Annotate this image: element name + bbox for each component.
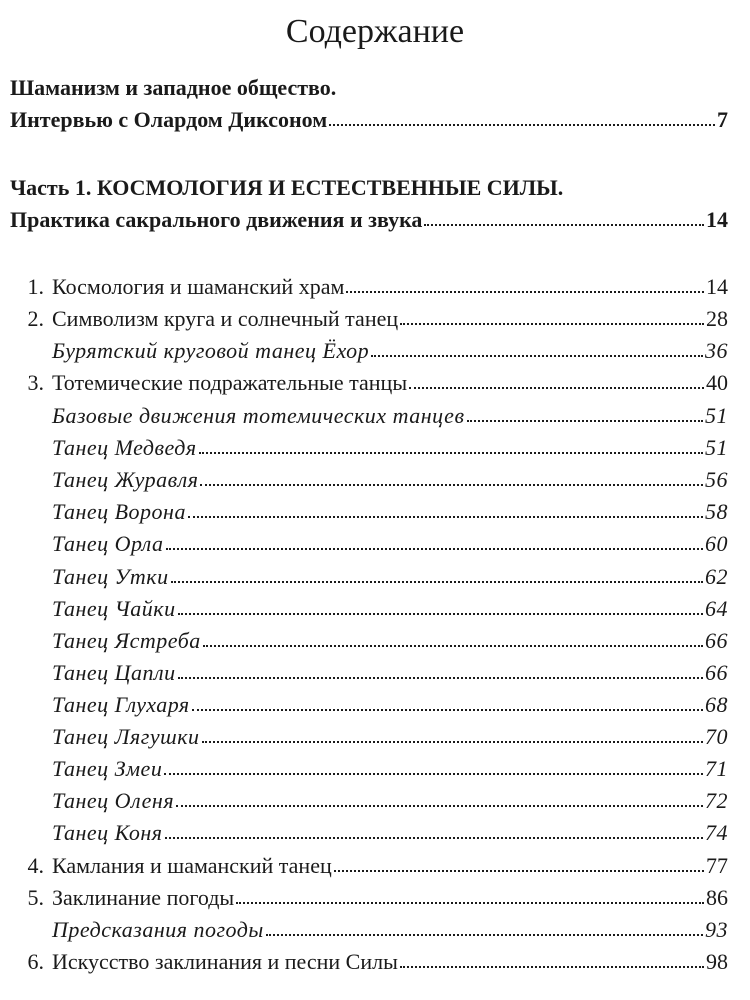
entry-title: Танец Медведя xyxy=(52,435,197,460)
toc-subentry[interactable] xyxy=(10,723,728,751)
toc-entry[interactable] xyxy=(10,369,728,397)
toc-entry[interactable] xyxy=(10,273,728,301)
page-number: 66 xyxy=(705,628,728,653)
entry-title: Космология и шаманский храм xyxy=(52,274,345,299)
chapter-number: 2. xyxy=(27,306,44,331)
toc-subentry[interactable] xyxy=(10,402,728,430)
toc-subentry[interactable] xyxy=(10,434,728,462)
page-number: 62 xyxy=(705,564,728,589)
toc-subentry[interactable] xyxy=(10,916,728,944)
toc-entry-intro[interactable] xyxy=(10,106,728,134)
page-number: 64 xyxy=(705,596,728,621)
toc-subentry[interactable] xyxy=(10,595,728,623)
page-number: 93 xyxy=(705,917,728,942)
entry-title: Танец Коня xyxy=(52,820,163,845)
page-number: 70 xyxy=(705,724,728,749)
toc-subentry[interactable] xyxy=(10,466,728,494)
entry-title: Танец Цапли xyxy=(52,660,176,685)
entry-title: Танец Утки xyxy=(52,564,169,589)
page-number: 72 xyxy=(705,788,728,813)
entry-title: Тотемические подражательные танцы xyxy=(52,370,408,395)
dot-leader xyxy=(334,869,704,872)
page-number: 7 xyxy=(717,107,728,132)
entry-title: Танец Глухаря xyxy=(52,692,190,717)
entry-title: Заклинание погоды xyxy=(52,885,235,910)
dot-leader xyxy=(202,740,704,743)
intro-line1: Шаманизм и западное общество. xyxy=(10,75,337,100)
page-number: 56 xyxy=(705,467,728,492)
page-number: 71 xyxy=(705,756,728,781)
page-title: Содержание xyxy=(285,13,465,50)
dot-leader xyxy=(329,123,715,126)
dot-leader xyxy=(266,933,703,936)
entry-title: Танец Журавля xyxy=(52,467,199,492)
toc-subentry[interactable] xyxy=(10,691,728,719)
toc-subentry[interactable] xyxy=(10,659,728,687)
dot-leader xyxy=(178,676,703,679)
page-number: 86 xyxy=(706,885,728,910)
toc-subentry[interactable] xyxy=(10,627,728,655)
toc-subentry[interactable] xyxy=(10,563,728,591)
page-number: 14 xyxy=(706,207,728,232)
page-number: 14 xyxy=(706,274,728,299)
entry-title: Танец Лягушки xyxy=(52,724,200,749)
chapter-number: 5. xyxy=(27,885,44,910)
dot-leader xyxy=(400,965,704,968)
dot-leader xyxy=(165,836,703,839)
entry-title: Танец Орла xyxy=(52,531,164,556)
entry-title: Танец Ястреба xyxy=(52,628,201,653)
dot-leader xyxy=(178,612,703,615)
toc-subentry[interactable] xyxy=(10,337,728,365)
entry-title: Танец Чайки xyxy=(52,596,176,621)
toc-entry-part1[interactable] xyxy=(10,206,728,234)
toc-entry[interactable] xyxy=(10,305,728,333)
dot-leader xyxy=(166,547,703,550)
page-number: 51 xyxy=(705,403,728,428)
page-number: 51 xyxy=(705,435,728,460)
toc-subentry[interactable] xyxy=(10,498,728,526)
entry-title: Бурятский круговой танец Ёхор xyxy=(52,338,370,363)
part1-line1: Часть 1. КОСМОЛОГИЯ И ЕСТЕСТВЕННЫЕ СИЛЫ. xyxy=(10,175,564,200)
page-number: 60 xyxy=(705,531,728,556)
toc-subentry[interactable] xyxy=(10,755,728,783)
dot-leader xyxy=(467,419,704,422)
toc-entry[interactable] xyxy=(10,948,728,976)
dot-leader xyxy=(424,223,704,226)
entry-title: Камлания и шаманский танец xyxy=(52,853,332,878)
page-number: 77 xyxy=(706,853,728,878)
page-number: 98 xyxy=(706,949,728,974)
entry-title: Искусство заклинания и песни Силы xyxy=(52,949,398,974)
entry-title: Предсказания погоды xyxy=(52,917,264,942)
toc-entry[interactable] xyxy=(10,852,728,880)
entry-title: Танец Ворона xyxy=(52,499,186,524)
entry-title: Танец Оленя xyxy=(52,788,175,813)
page-number: 74 xyxy=(705,820,728,845)
chapter-number: 3. xyxy=(27,370,44,395)
page-number: 40 xyxy=(706,370,728,395)
dot-leader xyxy=(236,901,704,904)
page-number: 68 xyxy=(705,692,728,717)
entry-title: Танец Змеи xyxy=(52,756,163,781)
toc-subentry[interactable] xyxy=(10,787,728,815)
dot-leader xyxy=(171,580,703,583)
dot-leader xyxy=(199,451,703,454)
dot-leader xyxy=(192,708,703,711)
chapter-number: 6. xyxy=(27,949,44,974)
dot-leader xyxy=(200,483,703,486)
page-number: 36 xyxy=(705,338,728,363)
entry-title: Базовые движения тотемических танцев xyxy=(52,403,465,428)
dot-leader xyxy=(188,515,703,518)
intro-line2: Интервью с Олардом Диксоном xyxy=(10,107,328,132)
dot-leader xyxy=(346,290,704,293)
dot-leader xyxy=(409,386,704,389)
dot-leader xyxy=(176,804,703,807)
dot-leader xyxy=(203,644,703,647)
dot-leader xyxy=(371,354,703,357)
dot-leader xyxy=(400,322,704,325)
toc-entry[interactable] xyxy=(10,884,728,912)
dot-leader xyxy=(164,772,703,775)
page-number: 66 xyxy=(705,660,728,685)
part1-line2: Практика сакрального движения и звука xyxy=(10,207,423,232)
chapter-number: 4. xyxy=(27,853,44,878)
chapter-number: 1. xyxy=(27,274,44,299)
page-number: 58 xyxy=(705,499,728,524)
toc-subentry[interactable] xyxy=(10,530,728,558)
entry-title: Символизм круга и солнечный танец xyxy=(52,306,399,331)
page-number: 28 xyxy=(706,306,728,331)
toc-subentry[interactable] xyxy=(10,819,728,847)
